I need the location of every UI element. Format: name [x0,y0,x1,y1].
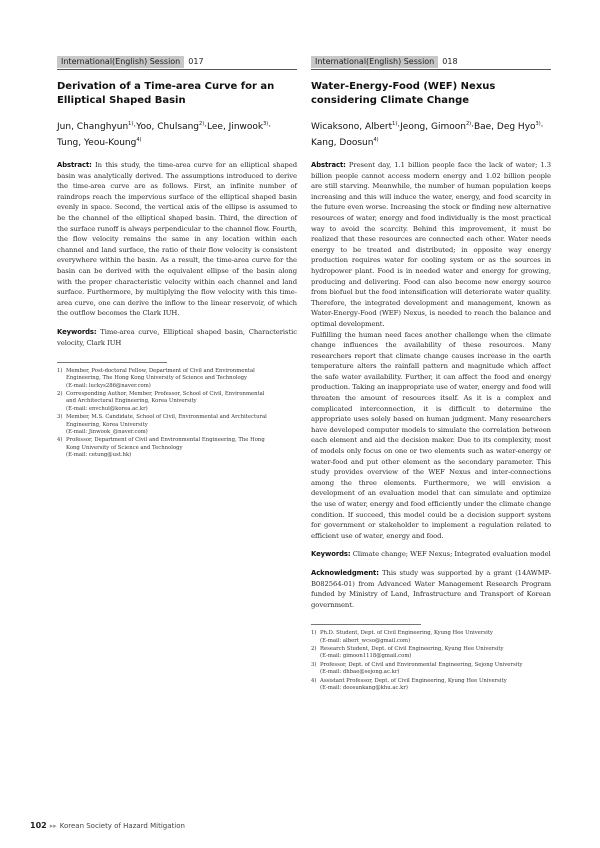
author-name: Jun, Changhyun [57,122,129,132]
keywords-body: Climate change; WEF Nexus; Integrated evaluation model [352,550,551,559]
footnote [57,391,297,413]
footnote [57,368,297,390]
author-name: ·Jeong, Gimoon [397,122,466,132]
footnote-line: (E-mail: cetung@ust.hk) [66,451,132,458]
keywords-lead: Keywords: [311,550,351,559]
footnote [57,414,297,436]
abstract [311,160,551,330]
author-name: ·Lee, Jinwook [204,122,264,132]
author-name: ·Yoo, Chulsang [133,122,200,132]
article-title: Derivation of a Time-area Curve for an Elliptical Shaped Basin [57,81,275,106]
footnote-line: Professor, Dept. of Civil and Environmental Engineering, Sejong University [320,662,523,669]
footnote-number: 3) [311,662,317,669]
keywords [57,327,297,348]
footnote-line: Assistant Professor, Dept. of Civil Engineering, Kyung Hee University [320,678,507,685]
session-number: 018 [442,57,458,66]
author-name: · Tung, Yeou-Koung [57,122,272,148]
arrow-icon: ▸▸ [49,822,57,830]
session-tag [311,56,551,70]
footnote-number: 4) [311,678,317,685]
footnote-number: 1) [57,368,63,375]
footnote-divider [57,362,167,363]
author-sup: 1) [392,121,398,127]
footnote-divider [311,624,421,625]
acknowledgment [311,568,551,610]
session-number: 017 [188,57,204,66]
author-list [311,118,551,150]
author-sup: 1) [128,121,134,127]
footnote-number: 3) [57,414,63,421]
footnote-line: Member, Post-doctoral Fellow, Department of Civil and Environmental [66,368,255,375]
footnote-number: 4) [57,437,63,444]
keywords-body: Time-area curve, Elliptical shaped basin, Characteristic velocity, Clark IUH [57,327,297,347]
page-number: 102 [30,821,47,830]
right-article [311,56,551,694]
abstract-lead: Abstract: [57,161,92,169]
author-name: Wicaksono, Albert [311,122,393,132]
abstract [57,160,297,319]
acknowledgment-lead: Acknowledgment: [311,568,379,577]
author-name: · Kang, Doosun [311,122,544,148]
abstract-body: In this study, the time-area curve for an elliptical shaped basin was analytically derived. The assumptions introduced to derive the time-area curve are as follows. First, an infinite number of raindrops reach the impervious surface of the elliptical shaped basin evenly in space. Second, the vertical axis of the ellipse is assumed to be the channel of the elliptical shaped basin. Third, the direction of the surface runoff is always perpendicular to the channel flow. Fourth, the flow velocity remains the same in any location within each channel and land surface, the ratio of their flow velocity is consistent everywhere within the basin. As a result, the time-area curve for the basin can be derived with the equivalent ellipse of the basin along with the proper characteristic velocity within each channel and land surface. Furthermore, by multiplying the flow velocity with this time-area curve, one can derive the inflow to the linear reservoir, of which the outflow becomes the Clark IUH. [57,161,297,318]
footnote-line: Kong University of Science and Technology [66,444,183,451]
article-title: Water-Energy-Food (WEF) Nexus considering Climate Change [311,81,496,106]
footnote-number: 1) [311,630,317,637]
footnote-line: Corresponding Author, Member, Professor, School of Civil, Environmental [66,391,265,398]
footnote-line: (E-mail: dhbae@sejong.ac.kr) [320,669,400,676]
footnote-line: Research Student, Dept. of Civil Engineering, Kyung Hee University [320,646,504,653]
society-name: Korean Society of Hazard Mitigation [59,822,185,830]
footnote-number: 2) [57,391,63,398]
footnote-line: (E-mail: gimoon1118@gmail.com) [320,653,412,660]
footnote-line: (E-mail: albert_wcso@gmail.com) [320,637,411,644]
footnote-line: and Architectural Engineering, Korea University [66,398,197,405]
author-sup: 4) [373,137,379,143]
abstract-paragraph-2: Fulfilling the human need faces another challenge when the climate change influences the availability of these resources. Many researchers report that climate change causes increase in the earth temperature alters the rainfall pattern and magnitude which affect the safe water availability. Further, it can affect the food and energy production. Taking an inappropriate use of water, energy and food will threaten the amount of resources itself. As it is a complex and complicated interconnection, it is difficult to determine the appropriate uses solely based on human judgment. Many researchers have developed computer models to simulate the correlation between each element and aid the decision maker. Due to its complexity, most of models only focus on one or two elements such as water-energy or water-food and put other element as the secondary parameter. This study provides overview of the WEF Nexus and inter-connections among the three elements. Furthermore, we will envision a development of an evaluation model that can simulate and optimize the use of water, energy and food efficiently under the climate change condition. If succeed, this model could be a decision support system for government or stakeholder to implement a regulation related to efficient use of water, energy and food. [311,330,551,540]
footnote-line: (E-mail: Jinwook_@naver.com) [66,428,148,435]
footnote [311,662,551,676]
session-label: International(English) Session [57,56,184,68]
author-sup: 3) [263,121,269,127]
footnote [311,646,551,660]
footnote [311,630,551,644]
page-footer [30,821,185,830]
keywords-lead: Keywords: [57,327,97,336]
footnotes [57,368,297,459]
abstract-body: Present day, 1.1 billion people face the lack of water; 1.3 billion people cannot access modern energy and 1.02 billion people are still starving. Meanwhile, the number of human population keeps increasing and this will induce the water, energy, and food scarcity in the future even worse. Increasing the stock or finding new alternative resources of water, energy and food individually is the most practical way to avoid the scarcity. Behind this improvement, it must be realized that these resources are connected each other. Water needs energy to be treated and distributed; in opposite way energy production requires water for cooling system or as the sources in hydropower plant. Food is in needed water and energy for growing, producing and delivering. Food can also become new energy source from biofuel but the food intensification will deteriorate water quality. Therefore, the integrated development and management, known as Water-Energy-Food (WEF) Nexus, is needed to reach the balance and optimal development. [311,161,551,328]
footnote-line: (E-mail: doosunkang@khu.ac.kr) [320,685,408,692]
abstract-lead: Abstract: [311,161,346,169]
acknowledgment-body: This study was supported by a grant (14AWMP-B082564-01) from Advanced Water Management Research Program funded by Ministry of Land, Infrastructure and Transport of Korean government. [311,568,551,609]
session-label: International(English) Session [311,56,438,68]
author-sup: 3) [535,121,541,127]
footnote-line: Engineering, The Hong Kong University of Science and Technology [66,375,248,382]
footnote-line: (E-mail: luckys286@naver.com) [66,382,151,389]
left-article [57,56,297,461]
session-tag [57,56,297,70]
author-sup: 2) [199,121,205,127]
author-sup: 2) [465,121,472,127]
footnote-number: 2) [311,646,317,653]
author-list [57,118,297,150]
footnote [311,678,551,692]
footnote-line: (E-mail: envchul@korea.ac.kr) [66,405,148,412]
footnote-line: Member, M.S. Candidate, School of Civil, Environmental and Architectural [66,414,267,421]
footnote [57,437,297,459]
footnote-line: Professor, Department of Civil and Environmental Engineering, The Hong [66,437,265,444]
keywords [311,549,551,560]
author-sup: 4) [136,137,142,143]
footnotes [311,630,551,692]
author-name: ·Bae, Deg Hyo [471,122,536,132]
footnote-line: Ph.D. Student, Dept. of Civil Engineering, Kyung Hee University [320,630,493,637]
footnote-line: Engineering, Korea University [66,421,148,428]
